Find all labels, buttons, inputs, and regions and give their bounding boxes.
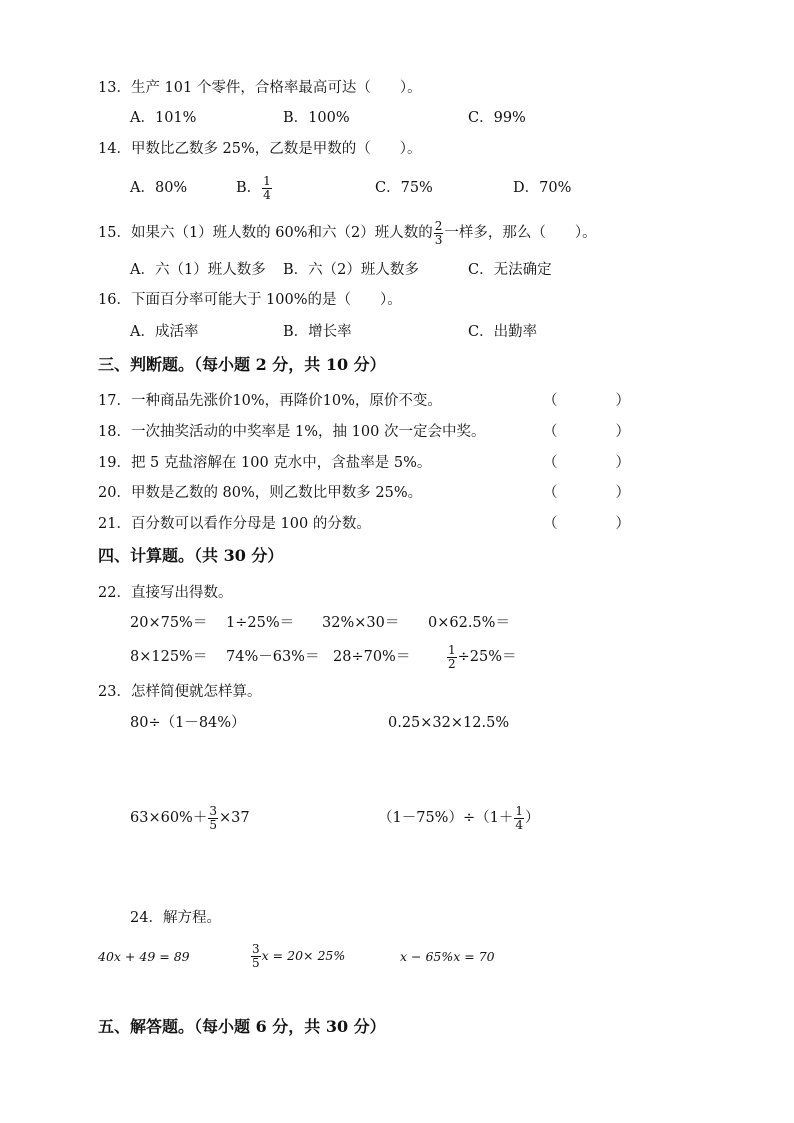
q22-item-8: [446, 640, 517, 674]
q22-item-8-fraction: [447, 644, 457, 671]
q22-item-5: 8×125%＝: [130, 649, 208, 665]
q14-option-a: A．80%: [130, 180, 188, 196]
fraction-denominator: 2: [448, 656, 456, 671]
fraction-numerator: 1: [263, 173, 271, 188]
q15-option-b: B．六（2）班人数多: [283, 262, 419, 278]
q24-equation-1: 40x + 49 = 89: [98, 949, 190, 964]
q22-item-8-rest: ÷25%＝: [457, 649, 517, 665]
q23-e3-pre: 63×60%＋: [130, 810, 208, 826]
judge-21-answer-blank: （ ）: [543, 516, 630, 532]
question-23-stem: 23．怎样简便就怎样算。: [98, 684, 262, 700]
judge-17-answer-blank: （ ）: [543, 393, 630, 409]
q16-option-b: B．增长率: [283, 324, 352, 340]
q16-option-c: C．出勤率: [468, 324, 538, 340]
q14-option-b: [236, 170, 273, 206]
fraction-denominator: 5: [252, 956, 260, 970]
question-24-stem: 24．解方程。: [130, 910, 221, 926]
fraction-denominator: 3: [434, 232, 443, 247]
judge-20-answer-blank: （ ）: [543, 485, 630, 501]
fraction-denominator: 5: [209, 817, 217, 832]
q15-option-c: C．无法确定: [468, 262, 552, 278]
fraction-denominator: 4: [515, 817, 523, 832]
q14-option-c: C．75%: [375, 180, 433, 196]
q22-item-3: 32%×30＝: [322, 615, 400, 631]
q15-option-a: A．六（1）班人数多: [130, 262, 266, 278]
section-3-heading: 三、判断题。（每小题 2 分，共 10 分）: [98, 355, 386, 374]
q13-option-b: B．100%: [283, 110, 350, 126]
q22-item-1: 20×75%＝: [130, 615, 208, 631]
q23-expression-4: [378, 800, 539, 836]
fraction-numerator: 1: [515, 803, 523, 818]
q22-item-6: 74%－63%＝: [226, 649, 320, 665]
q23-e4-post: ）: [524, 810, 540, 826]
q23-e3-post: ×37: [218, 810, 250, 826]
q13-option-a: A．101%: [130, 110, 197, 126]
q23-e4-fraction: [514, 805, 524, 832]
q23-e3-fraction: [208, 805, 218, 832]
fraction-numerator: 2: [434, 218, 443, 233]
q23-e4-pre: （1－75%）÷（1＋: [378, 810, 514, 826]
q23-expression-2: 0.25×32×12.5%: [388, 715, 510, 731]
q13-option-c: C．99%: [468, 110, 526, 126]
question-15-stem: [98, 216, 597, 250]
q14-option-b-label: B．: [236, 180, 262, 196]
section-4-heading: 四、计算题。（共 30 分）: [98, 546, 284, 565]
fraction-numerator: 3: [209, 803, 217, 818]
fraction-denominator: 4: [263, 187, 271, 202]
q15-stem-post: 一样多，那么（ ）。: [444, 225, 597, 241]
q22-item-7: 28÷70%＝: [333, 649, 411, 665]
judge-19-text: 19．把 5 克盐溶解在 100 克水中，含盐率是 5%。: [98, 455, 432, 471]
judge-21-text: 21．百分数可以看作分母是 100 的分数。: [98, 516, 371, 532]
q23-expression-3: [130, 800, 250, 836]
q24-equation-2: [250, 938, 345, 974]
q14-option-b-fraction: [262, 175, 272, 202]
fraction-numerator: 3: [252, 942, 260, 956]
question-22-stem: 22．直接写出得数。: [98, 585, 233, 601]
q24-equation-3: x − 65%x = 70: [400, 949, 495, 964]
question-16-stem: 16．下面百分率可能大于 100%的是（ ）。: [98, 292, 402, 308]
judge-17-text: 17．一种商品先涨价10%，再降价10%，原价不变。: [98, 393, 442, 409]
question-14-stem: 14．甲数比乙数多 25%，乙数是甲数的（ ）。: [98, 141, 422, 157]
judge-20-text: 20．甲数是乙数的 80%，则乙数比甲数多 25%。: [98, 485, 423, 501]
judge-18-answer-blank: （ ）: [543, 424, 630, 440]
q22-item-2: 1÷25%＝: [226, 615, 295, 631]
q24-e2-fraction: [251, 943, 261, 970]
judge-19-answer-blank: （ ）: [543, 455, 630, 471]
q15-stem-pre: 15．如果六（1）班人数的 60%和六（2）班人数的: [98, 225, 433, 241]
fraction-numerator: 1: [448, 642, 456, 657]
q23-expression-1: 80÷（1－84%）: [130, 715, 246, 731]
judge-18-text: 18．一次抽奖活动的中奖率是 1%，抽 100 次一定会中奖。: [98, 424, 486, 440]
q24-e2-post: x = 20× 25%: [261, 948, 346, 963]
q16-option-a: A．成活率: [130, 324, 199, 340]
section-5-heading: 五、解答题。（每小题 6 分，共 30 分）: [98, 1017, 386, 1036]
q14-option-d: D．70%: [513, 180, 572, 196]
question-13-stem: 13．生产 101 个零件，合格率最高可达（ ）。: [98, 80, 422, 96]
q15-fraction: [434, 220, 444, 247]
q22-item-4: 0×62.5%＝: [428, 615, 510, 631]
